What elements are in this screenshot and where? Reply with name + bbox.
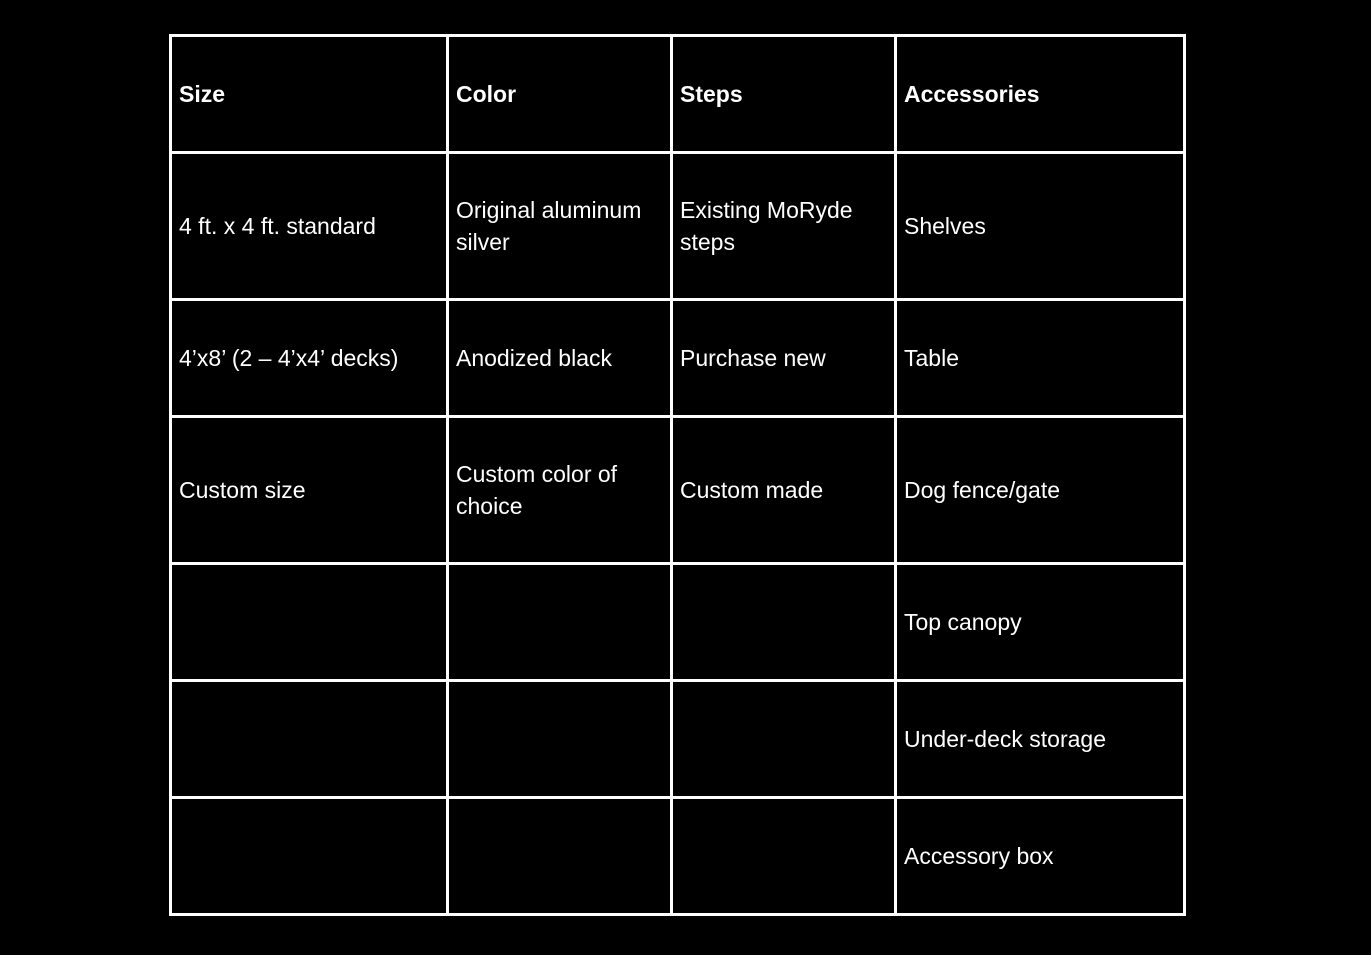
table-row xyxy=(171,153,1185,300)
cell-accessories: Top canopy xyxy=(896,564,1185,681)
cell-color xyxy=(448,681,672,798)
cell-color: Original aluminum silver xyxy=(448,153,672,300)
options-table xyxy=(169,34,1186,916)
table-row xyxy=(171,798,1185,915)
cell-steps: Existing MoRyde steps xyxy=(672,153,896,300)
cell-size: Custom size xyxy=(171,417,448,564)
cell-size xyxy=(171,564,448,681)
header-row xyxy=(171,36,1185,153)
cell-accessories: Table xyxy=(896,300,1185,417)
header-steps: Steps xyxy=(672,36,896,153)
table-row xyxy=(171,417,1185,564)
cell-color xyxy=(448,798,672,915)
cell-color xyxy=(448,564,672,681)
cell-accessories: Shelves xyxy=(896,153,1185,300)
cell-size: 4’x8’ (2 – 4’x4’ decks) xyxy=(171,300,448,417)
cell-color: Custom color of choice xyxy=(448,417,672,564)
cell-size: 4 ft. x 4 ft. standard xyxy=(171,153,448,300)
header-size: Size xyxy=(171,36,448,153)
table-row xyxy=(171,300,1185,417)
header-accessories: Accessories xyxy=(896,36,1185,153)
cell-accessories: Dog fence/gate xyxy=(896,417,1185,564)
table-row xyxy=(171,564,1185,681)
cell-color: Anodized black xyxy=(448,300,672,417)
cell-steps: Purchase new xyxy=(672,300,896,417)
cell-steps xyxy=(672,798,896,915)
cell-size xyxy=(171,798,448,915)
header-color: Color xyxy=(448,36,672,153)
cell-steps: Custom made xyxy=(672,417,896,564)
cell-accessories: Accessory box xyxy=(896,798,1185,915)
cell-size xyxy=(171,681,448,798)
cell-steps xyxy=(672,564,896,681)
cell-steps xyxy=(672,681,896,798)
cell-accessories: Under-deck storage xyxy=(896,681,1185,798)
table-row xyxy=(171,681,1185,798)
